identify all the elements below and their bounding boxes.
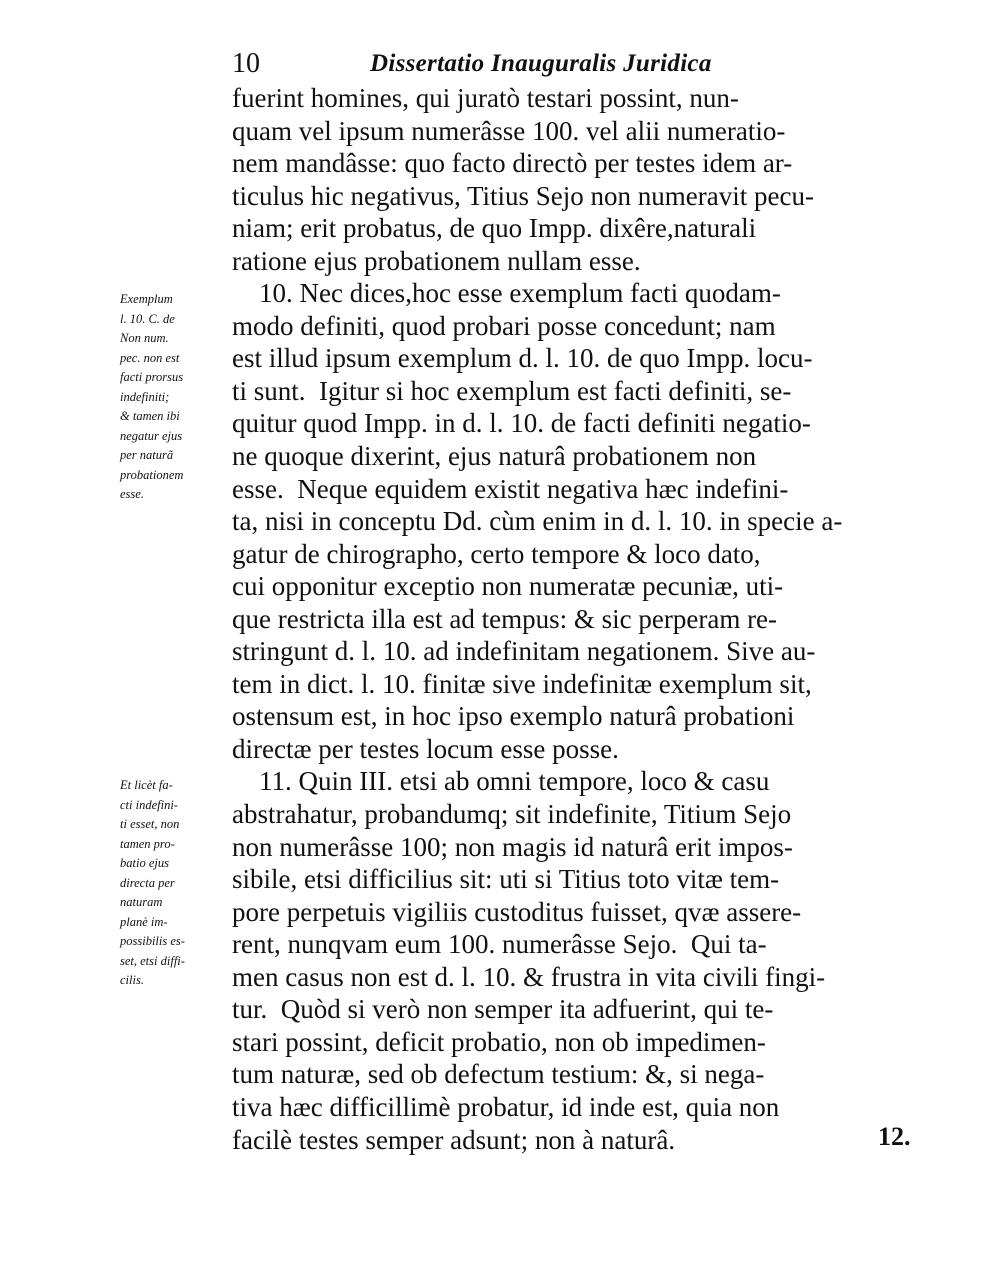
text-line: 10. Nec dices,hoc esse exemplum facti quodam-	[232, 278, 781, 309]
margin-note-line: ti esset, non	[120, 817, 180, 831]
text-line: niam; erit probatus, de quo Impp. dixêre,naturali	[232, 213, 757, 244]
text-line: ticulus hic negativus, Titius Sejo non numeravit pecu-	[232, 180, 814, 211]
text-line: stringunt d. l. 10. ad indefinitam negationem. Sive au-	[232, 636, 816, 667]
margin-note-line: set, etsi diffi-	[120, 953, 185, 968]
page-number: 10	[232, 48, 260, 79]
margin-note-line: batio ejus	[120, 856, 169, 870]
text-line: abstrahatur, probandumq; sit indefinite, Titium Sejo	[232, 799, 792, 830]
margin-note-line: Non num.	[120, 331, 169, 345]
margin-note-line: Exemplum	[120, 292, 173, 306]
text-line: facilè testes semper adsunt; non à naturâ.	[232, 1124, 676, 1155]
text-line: fuerint homines, qui juratò testari possint, nun-	[232, 83, 739, 113]
margin-note-line: probationem	[120, 467, 184, 482]
text-line: esse. Neque equidem existit negativa hæc indefini-	[232, 473, 789, 504]
text-line: gatur de chirographo, certo tempore & loco dato,	[232, 538, 761, 569]
margin-note-line: esse.	[120, 487, 144, 501]
text-line: que restricta illa est ad tempus: & sic perperam re-	[232, 603, 778, 634]
text-line: pore perpetuis vigiliis custoditus fuisset, qvæ assere-	[232, 896, 802, 927]
text-line: men casus non est d. l. 10. & frustra in vita civili fingi-	[232, 961, 826, 992]
text-line: ta, nisi in conceptu Dd. cùm enim in d. l. 10. in specie a-	[232, 506, 843, 537]
margin-note-line: cti indefini-	[120, 797, 178, 812]
text-line: sibile, etsi difficilius sit: uti si Titius toto vitæ tem-	[232, 864, 780, 895]
catchword: 12.	[878, 1122, 911, 1151]
text-line: non numerâsse 100; non magis id naturâ erit impos-	[232, 831, 793, 862]
margin-note-line: per naturã	[120, 448, 174, 462]
text-line: cui opponitur exceptio non numeratæ pecuniæ, uti-	[232, 571, 784, 602]
text-line: tiva hæc difficillimè probatur, id inde est, quia non	[232, 1091, 780, 1122]
margin-note-2	[120, 776, 232, 991]
text-line: tem in dict. l. 10. finitæ sive indefinitæ exemplum sit,	[232, 668, 812, 699]
margin-note-line: planè im-	[120, 914, 168, 929]
text-line: ti sunt. Igitur si hoc exemplum est facti definiti, se-	[232, 375, 792, 406]
text-line: quitur quod Impp. in d. l. 10. de facti definiti negatio-	[232, 408, 811, 439]
text-line: modo definiti, quod probari posse concedunt; nam	[232, 310, 776, 341]
main-text-block	[232, 82, 912, 1156]
margin-note-1	[120, 290, 232, 505]
margin-note-line: facti prorsus	[120, 370, 184, 384]
text-line: directæ per testes locum esse posse.	[232, 733, 619, 764]
text-line: tum naturæ, sed ob defectum testium: &, si nega-	[232, 1059, 765, 1090]
text-line: ne quoque dixerint, ejus naturâ probationem non	[232, 441, 757, 472]
text-line: tur. Quòd si verò non semper ita adfuerint, qui te-	[232, 994, 774, 1025]
margin-note-line: naturam	[120, 895, 163, 909]
text-line: 11. Quin III. etsi ab omni tempore, loco & casu	[232, 766, 770, 797]
text-line: rent, nunqvam eum 100. numerâsse Sejo. Qui ta-	[232, 929, 767, 960]
text-line: nem mandâsse: quo facto directò per testes idem ar-	[232, 148, 793, 179]
margin-note-line: Et licèt fa-	[120, 778, 173, 792]
margin-note-line: tamen pro-	[120, 836, 175, 851]
margin-note-line: directa per	[120, 875, 175, 890]
margin-note-line: indefiniti;	[120, 389, 170, 404]
running-title: Dissertatio Inauguralis Juridica	[370, 50, 712, 77]
margin-note-line: possibilis es-	[120, 934, 185, 948]
page-header	[228, 44, 768, 84]
margin-note-line: & tamen ibi	[120, 409, 180, 423]
text-line: ratione ejus probationem nullam esse.	[232, 245, 641, 276]
text-line: est illud ipsum exemplum d. l. 10. de quo Impp. locu-	[232, 343, 813, 374]
margin-note-line: negatur ejus	[120, 428, 183, 443]
margin-note-line: l. 10. C. de	[120, 311, 175, 326]
text-line: stari possint, deficit probatio, non ob impedimen-	[232, 1026, 766, 1057]
margin-note-line: cilis.	[120, 973, 144, 987]
text-line: ostensum est, in hoc ipso exemplo naturâ probationi	[232, 701, 795, 732]
margin-note-line: pec. non est	[120, 350, 180, 365]
text-line: quam vel ipsum numerâsse 100. vel alii numeratio-	[232, 115, 786, 146]
